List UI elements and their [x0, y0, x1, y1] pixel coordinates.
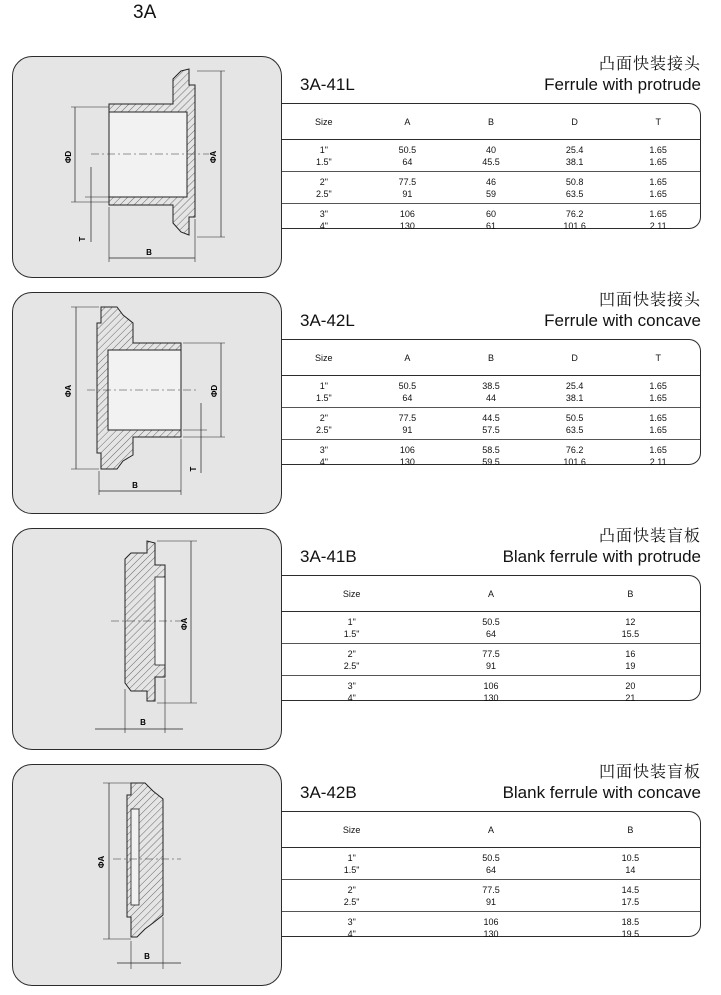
table-row-group	[282, 644, 700, 676]
column-header: B	[561, 576, 700, 612]
ferrule-concave-drawing	[13, 293, 281, 513]
table-cell: 76.2 101.6	[563, 444, 586, 467]
table-cell: 14.5 17.5	[561, 880, 700, 912]
table-cell: 2" 2.5"	[282, 644, 421, 676]
dim-d-label: ΦD	[64, 150, 73, 164]
table-cell: 1" 1.5"	[282, 140, 366, 172]
column-header: Size	[282, 812, 421, 848]
table-cell: 3" 4"	[319, 208, 328, 231]
title-cn: 凹面快装接头	[598, 290, 701, 309]
model-code: 3A-42L	[300, 311, 355, 330]
table-cell: 1" 1.5"	[282, 376, 366, 408]
table-cell: 16 19	[561, 644, 700, 676]
table-cell: 25.4 38.1	[533, 376, 617, 408]
table-row-group	[282, 172, 700, 204]
drawing-panel	[12, 764, 282, 986]
model-code: 3A-41B	[300, 547, 357, 566]
column-header: D	[533, 340, 617, 376]
dim-a-label: ΦA	[64, 384, 73, 398]
table-cell: 18.5 19.5	[621, 916, 640, 939]
spec-table	[282, 811, 701, 937]
drawing-panel	[12, 56, 282, 278]
table-cell: 1.65 1.65	[616, 172, 700, 204]
section-3a-42l	[0, 292, 721, 517]
column-header: A	[421, 576, 560, 612]
drawing-panel	[12, 528, 282, 750]
table-cell: 1.65 1.65	[616, 408, 700, 440]
table-cell: 1.65 2.11	[649, 208, 667, 231]
table-row-group	[282, 204, 700, 236]
column-header: T	[616, 104, 700, 140]
dim-t-label: T	[78, 236, 87, 242]
title-en: Ferrule with concave	[544, 311, 701, 330]
table-cell: 2" 2.5"	[282, 408, 366, 440]
column-header: A	[366, 104, 450, 140]
table-cell: 77.5 91	[421, 644, 560, 676]
table-row-group	[282, 612, 700, 644]
dim-d-label: ΦD	[210, 384, 219, 398]
table-cell: 50.5 64	[421, 612, 560, 644]
table-header-row	[282, 104, 700, 140]
table-cell: 106 130	[399, 208, 415, 231]
dim-a-label: ΦA	[209, 150, 218, 164]
page-title: 3A	[133, 2, 157, 23]
column-header: B	[449, 340, 533, 376]
table-cell: 3" 4"	[347, 916, 356, 939]
column-header: A	[366, 340, 450, 376]
table-cell: 20 21	[625, 680, 636, 703]
table-header-row	[282, 576, 700, 612]
table-cell: 50.5 64	[366, 140, 450, 172]
dim-t-label: T	[189, 466, 198, 472]
dim-a-label: ΦA	[180, 617, 189, 631]
table-cell: 10.5 14	[561, 848, 700, 880]
title-cn: 凸面快装盲板	[598, 526, 701, 545]
column-header: Size	[282, 104, 366, 140]
title-cn: 凹面快装盲板	[598, 762, 701, 781]
table-row-group	[282, 440, 700, 472]
table-cell: 44.5 57.5	[449, 408, 533, 440]
section-3a-42b	[0, 764, 721, 989]
table-cell: 50.8 63.5	[533, 172, 617, 204]
table-cell: 2" 2.5"	[282, 172, 366, 204]
spec-table	[282, 339, 701, 465]
column-header: B	[561, 812, 700, 848]
table-row-group	[282, 676, 700, 708]
table-cell: 106 130	[399, 444, 415, 467]
table-cell: 1.65 1.65	[616, 140, 700, 172]
model-code: 3A-42B	[300, 783, 357, 802]
table-cell: 1" 1.5"	[282, 612, 421, 644]
spec-table	[282, 103, 701, 229]
table-cell: 76.2 101.6	[563, 208, 586, 231]
table-cell: 106 130	[483, 916, 499, 939]
table-cell: 2" 2.5"	[282, 880, 421, 912]
table-cell: 77.5 91	[421, 880, 560, 912]
dim-b-label: B	[132, 481, 138, 490]
dim-b-label: B	[146, 248, 152, 257]
table-cell: 77.5 91	[366, 172, 450, 204]
column-header: B	[449, 104, 533, 140]
table-row-group	[282, 848, 700, 880]
column-header: D	[533, 104, 617, 140]
table-row-group	[282, 880, 700, 912]
dim-b-label: B	[144, 952, 150, 961]
column-header: Size	[282, 576, 421, 612]
table-row-group	[282, 140, 700, 172]
title-en: Ferrule with protrude	[544, 75, 701, 94]
table-row-group	[282, 376, 700, 408]
table-cell: 50.5 64	[421, 848, 560, 880]
table-cell: 46 59	[449, 172, 533, 204]
table-cell: 50.5 64	[366, 376, 450, 408]
table-cell: 40 45.5	[449, 140, 533, 172]
table-cell: 3" 4"	[319, 444, 328, 467]
blank-concave-drawing	[13, 765, 281, 985]
table-cell: 77.5 91	[366, 408, 450, 440]
table-cell: 38.5 44	[449, 376, 533, 408]
table-cell: 50.5 63.5	[533, 408, 617, 440]
table-row-group	[282, 408, 700, 440]
section-3a-41b	[0, 528, 721, 753]
dim-b-label: B	[140, 718, 146, 727]
table-cell: 1.65 2.11	[649, 444, 667, 467]
column-header: Size	[282, 340, 366, 376]
table-cell: 1.65 1.65	[616, 376, 700, 408]
title-en: Blank ferrule with concave	[502, 783, 701, 802]
spec-table	[282, 575, 701, 701]
drawing-panel	[12, 292, 282, 514]
table-cell: 60 61	[485, 208, 496, 231]
section-3a-41l	[0, 56, 721, 281]
dim-a-label: ΦA	[97, 855, 106, 869]
table-cell: 58.5 59.5	[482, 444, 500, 467]
column-header: A	[421, 812, 560, 848]
table-header-row	[282, 340, 700, 376]
table-cell: 3" 4"	[347, 680, 356, 703]
table-cell: 106 130	[483, 680, 499, 703]
title-cn: 凸面快装接头	[598, 54, 701, 73]
table-cell: 25.4 38.1	[533, 140, 617, 172]
model-code: 3A-41L	[300, 75, 355, 94]
table-row-group	[282, 912, 700, 944]
table-cell: 1" 1.5"	[282, 848, 421, 880]
column-header: T	[616, 340, 700, 376]
table-header-row	[282, 812, 700, 848]
blank-protrude-drawing	[13, 529, 281, 749]
ferrule-protrude-drawing	[13, 57, 281, 277]
title-en: Blank ferrule with protrude	[502, 547, 701, 566]
table-cell: 12 15.5	[561, 612, 700, 644]
